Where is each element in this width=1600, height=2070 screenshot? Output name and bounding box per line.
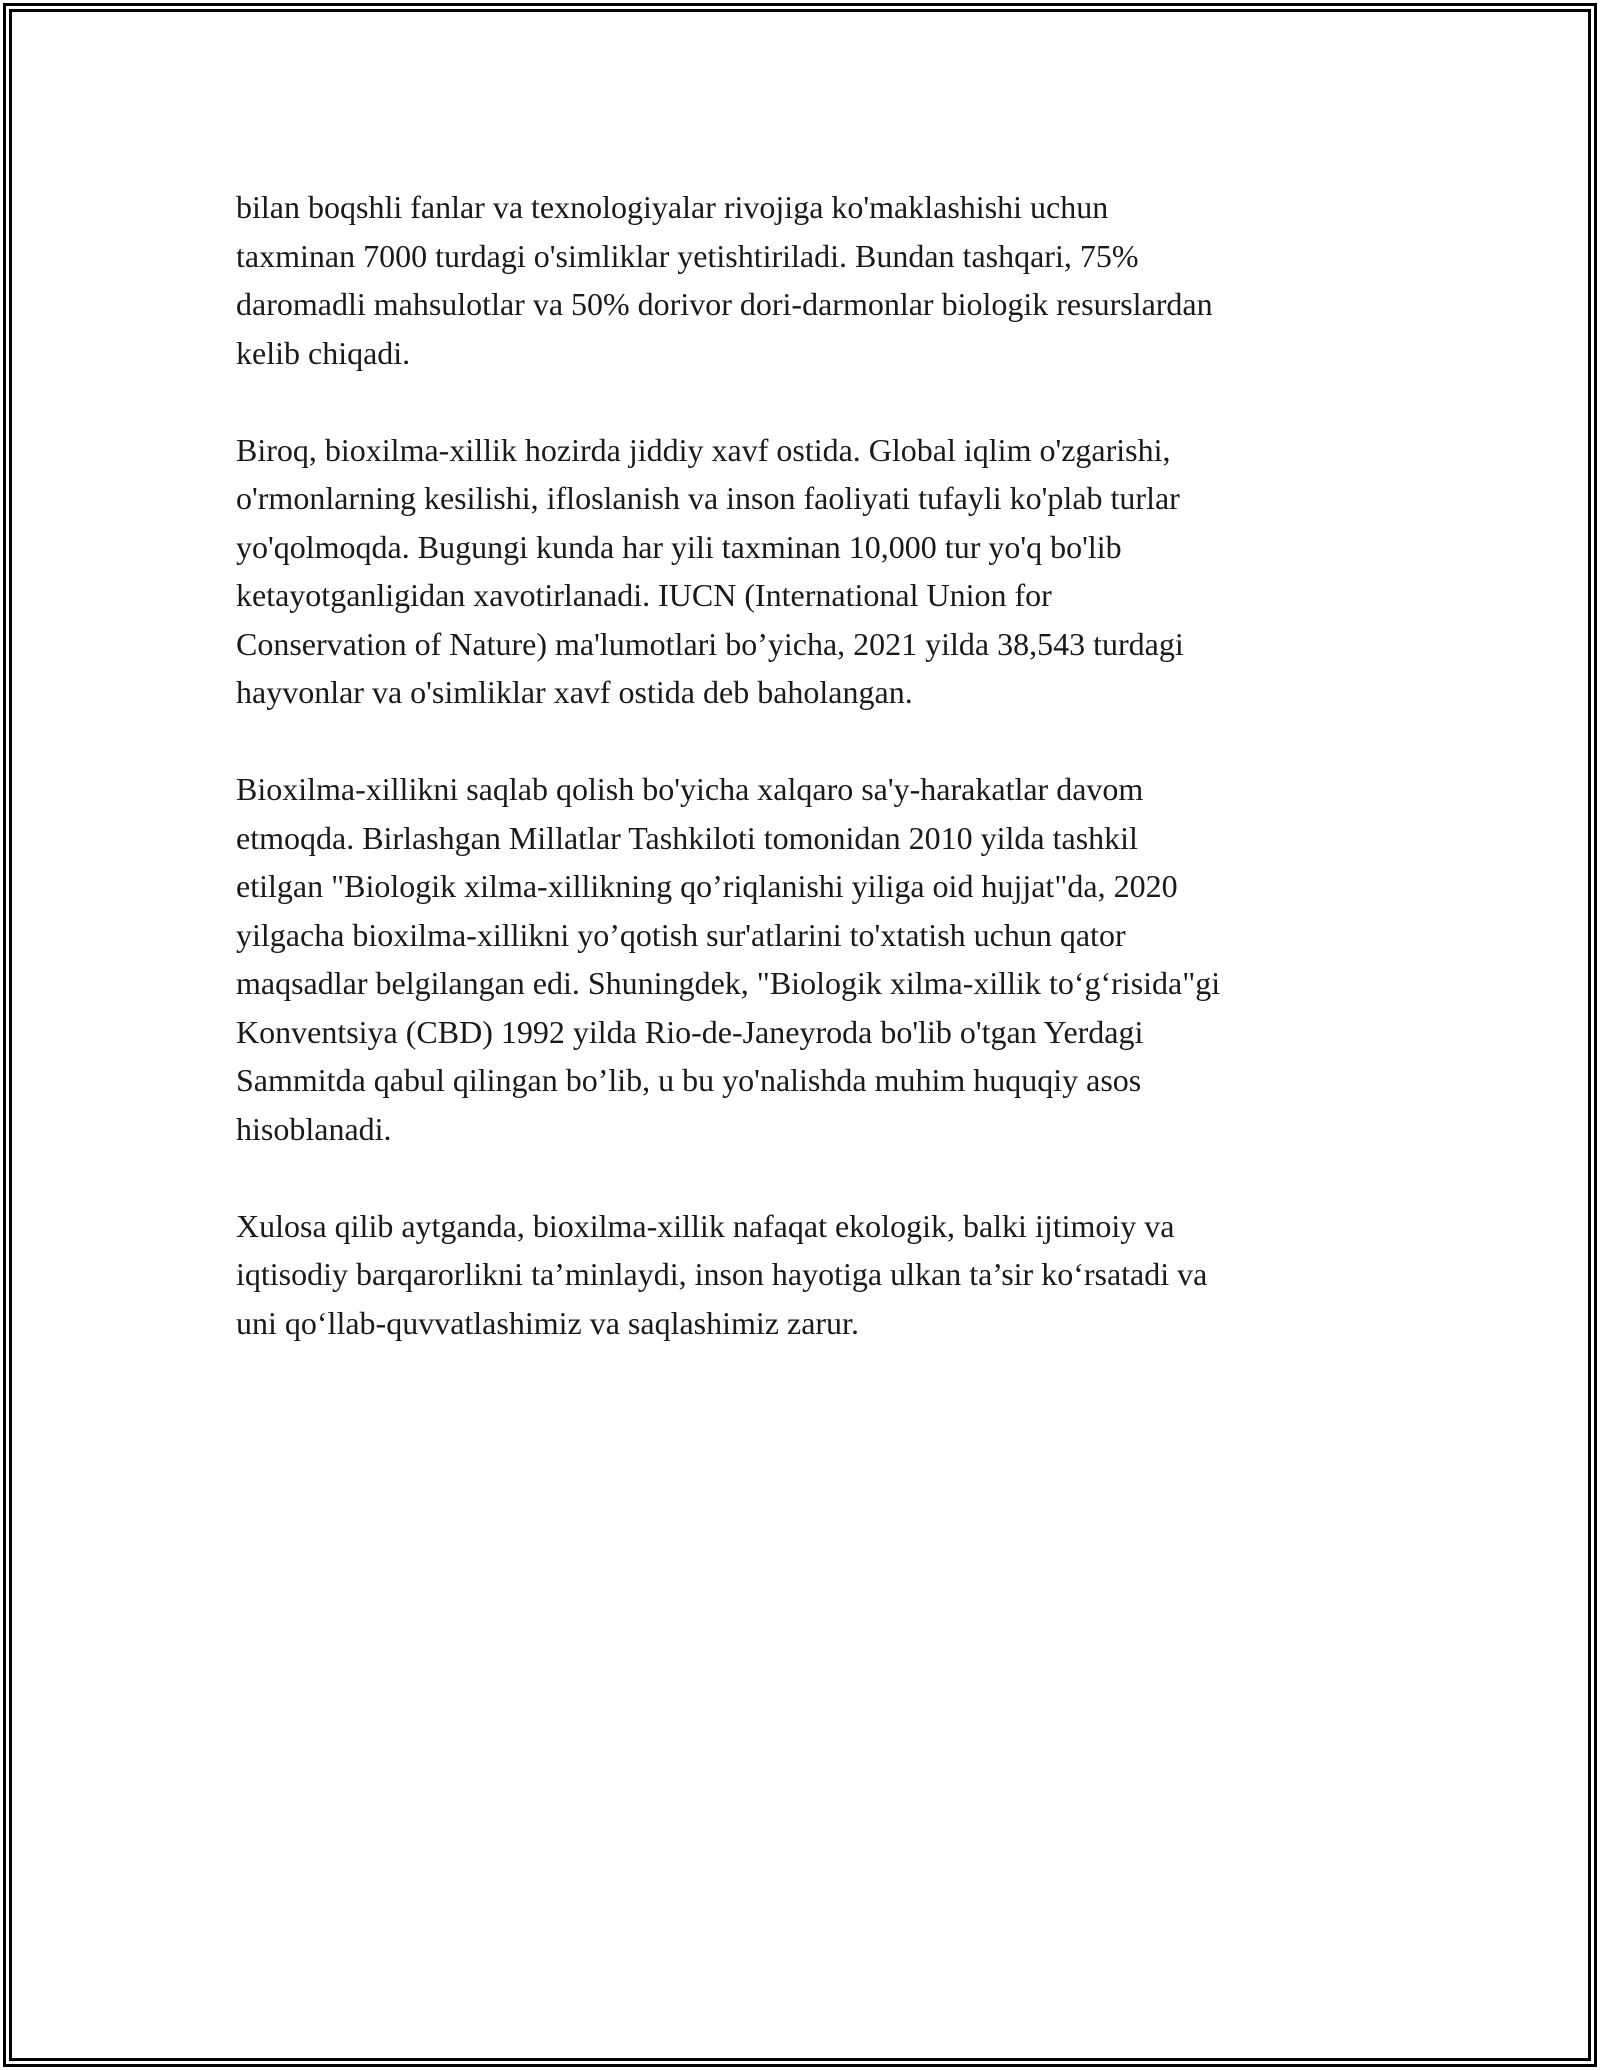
paragraph-international-efforts: Bioxilma-xillikni saqlab qolish bo'yicha xalqaro sa'y-harakatlar davom etmoqda. Birlashgan Millatlar Tashkiloti tomonidan 2010 yilda tashkil etilgan "Biologik xilma-xillikning qo’riqlanishi yiliga oid hujjat"da, 2020 yilgacha bioxilma-xillikni yo’qotish sur'atlarini to'xtatish uchun qator maqsadlar belgilangan edi. Shuningdek, "Biologik xilma-xillik to‘g‘risida"gi Konventsiya (CBD) 1992 yilda Rio-de-Janeyroda bo'lib o'tgan Yerdagi Sammitda qabul qilingan bo’lib, u bu yo'nalishda muhim huquqiy asos hisoblanadi. xyxy=(236,771,1221,1147)
paragraph-threats: Biroq, bioxilma-xillik hozirda jiddiy xavf ostida. Global iqlim o'zgarishi, o'rmonlarning kesilishi, ifloslanish va inson faoliyati tufayli ko'plab turlar yo'qolmoqda. Bugungi kunda har yili taxminan 10,000 tur yo'q bo'lib ketayotganligidan xavotirlanadi. IUCN (International Union for Conservation of Nature) ma'lumotlari bo’yicha, 2021 yilda 38,543 turdagi hayvonlar va o'simliklar xavf ostida deb baholangan. xyxy=(236,431,1184,710)
document-body xyxy=(236,183,1376,1396)
paragraph-resources: bilan boqshli fanlar va texnologiyalar rivojiga ko'maklashishi uchun taxminan 7000 turdagi o'simliklar yetishtiriladi. Bundan tashqari, 75% daromadli mahsulotlar va 50% dorivor dori-darmonlar biologik resurslardan kelib chiqadi. xyxy=(236,189,1213,371)
paragraph-conclusion: Xulosa qilib aytganda, bioxilma-xillik nafaqat ekologik, balki ijtimoiy va iqtisodiy barqarorlikni ta’minlaydi, inson hayotiga ulkan ta’sir ko‘rsatadi va uni qo‘llab-quvvatlashimiz va saqlashimiz zarur. xyxy=(236,1207,1208,1341)
